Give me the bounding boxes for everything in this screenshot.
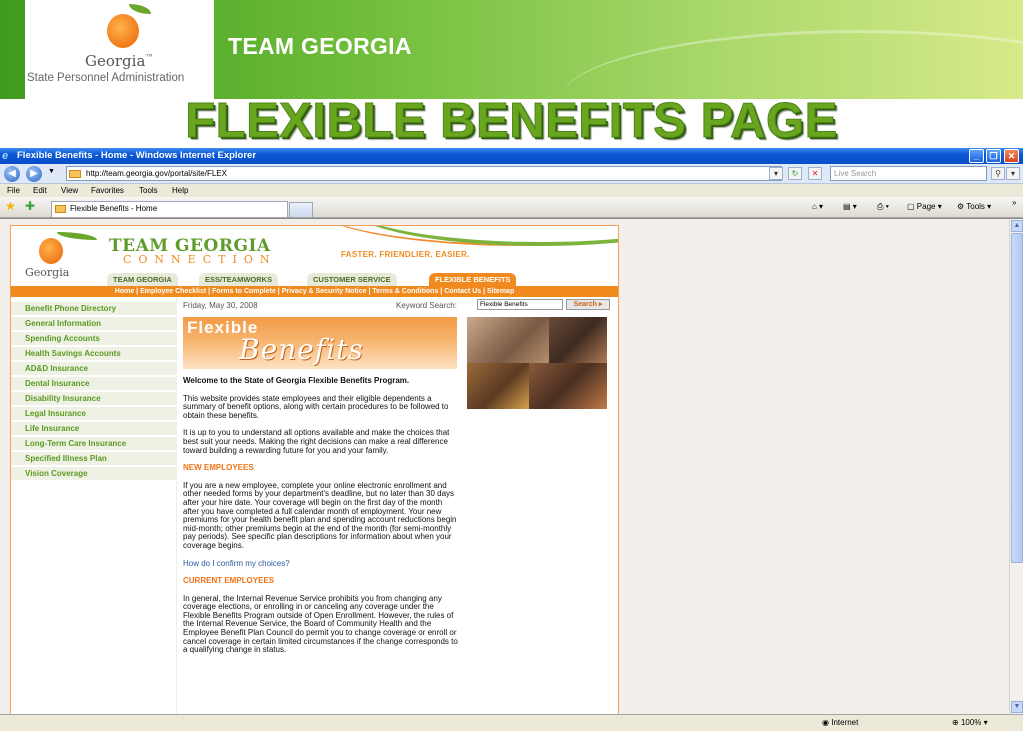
refresh-button[interactable]: ↻: [788, 167, 802, 180]
menu-edit[interactable]: Edit: [33, 186, 47, 195]
search-options-button[interactable]: ▾: [1006, 167, 1020, 180]
menu-help[interactable]: Help: [172, 186, 189, 195]
search-button-label: Search: [573, 301, 597, 308]
site-tagline: FASTER. FRIENDLIER. EASIER.: [341, 250, 470, 259]
nav-life-insurance[interactable]: Life Insurance: [11, 422, 177, 436]
web-page: [10, 225, 619, 715]
forward-button[interactable]: ▶: [26, 166, 42, 182]
more-commands-icon[interactable]: »: [1012, 198, 1017, 207]
history-dropdown-icon[interactable]: ▼: [48, 168, 55, 175]
tab-bar: [0, 197, 1023, 218]
new-employees-paragraph: If you are a new employee, complete your online electronic enrollment and other needed forms by your department's deadline, but no later than 30 days after your hire date. Your coverage will begin on the first day of the month after you have completed a full calendar month of employment. Your new premiums for your health benefit plan and spending account reductions begin mid-month; other premiums begin at the end of the month (for semi-monthly pay periods). See specific plan descriptions for information about when your coverage begins.: [183, 480, 457, 550]
globe-icon: ◉: [822, 718, 829, 727]
scroll-thumb[interactable]: [1011, 233, 1023, 563]
url-field[interactable]: [66, 166, 782, 181]
site-header: [11, 226, 618, 286]
nav-general-information[interactable]: General Information: [11, 317, 177, 331]
slide-team-title: TEAM GEORGIA: [228, 33, 412, 59]
site-peach-icon: [39, 238, 63, 264]
photo-family: [529, 363, 607, 409]
slide-banner: [0, 0, 1023, 99]
feeds-icon[interactable]: ▤ ▾: [843, 202, 857, 211]
add-favorite-icon[interactable]: ✚: [25, 199, 36, 213]
nav-add-insurance[interactable]: AD&D Insurance: [11, 362, 177, 376]
print-icon[interactable]: ⎙ ▾: [877, 202, 889, 211]
site-georgia-logo: Georgia: [25, 266, 70, 279]
window-titlebar: [0, 148, 1023, 164]
site-leaf-icon: [57, 232, 97, 240]
close-button[interactable]: ✕: [1004, 149, 1019, 163]
favorites-star-icon[interactable]: ★: [5, 199, 16, 213]
live-search-input[interactable]: [830, 166, 987, 181]
url-dropdown-button[interactable]: ▾: [769, 167, 783, 180]
family-photo-collage: [467, 317, 607, 409]
menu-bar: [0, 184, 1023, 197]
tab-favicon-icon: [55, 205, 66, 213]
tools-menu-label: Tools: [966, 202, 985, 211]
site-tab-ess[interactable]: ESS/TEAMWORKS: [199, 273, 278, 286]
ie-icon: e: [2, 150, 9, 162]
current-employees-heading: CURRENT EMPLOYEES: [183, 576, 275, 586]
tab-flexible-benefits[interactable]: [51, 201, 288, 217]
menu-view[interactable]: View: [61, 186, 79, 195]
nav-spending-accounts[interactable]: Spending Accounts: [11, 332, 177, 346]
welcome-heading: Welcome to the State of Georgia Flexible Benefits Program.: [183, 376, 410, 385]
current-date: Friday, May 30, 2008: [183, 301, 258, 310]
current-employees-paragraph: In general, the Internal Revenue Service prohibits you from changing any coverage elections, or enrolling in or canceling any coverage under the Flexible Benefits Program outside of Open Enrollment. However, the rules of the Internal Revenue Service, the Board of Community Health and the Employee Benefit Plan Council do permit you to change coverage or enroll or cancel coverage in certain limited circumstances if the change corresponds to a qualifying change in status.: [183, 593, 458, 655]
search-icon[interactable]: ⚲: [991, 167, 1005, 180]
restore-button[interactable]: ❐: [986, 149, 1001, 163]
peach-icon: [107, 14, 139, 48]
tools-menu[interactable]: ⚙ Tools ▾: [957, 202, 992, 211]
zoom-icon: ⊕: [952, 718, 959, 727]
zoom-level: 100%: [960, 718, 982, 727]
menu-tools[interactable]: Tools: [139, 186, 158, 195]
nav-disability-insurance[interactable]: Disability Insurance: [11, 392, 177, 406]
back-button[interactable]: ◀: [4, 166, 20, 182]
page-icon: [69, 170, 81, 178]
nav-legal-insurance[interactable]: Legal Insurance: [11, 407, 177, 421]
georgia-logo: [25, 0, 214, 99]
zoom-control[interactable]: ⊕ 100% ▾: [952, 718, 988, 727]
minimize-button[interactable]: _: [969, 149, 984, 163]
logo-subtitle: State Personnel Administration: [27, 72, 185, 84]
browser-window: [0, 148, 1023, 731]
address-bar: [0, 164, 1023, 184]
page-viewport: [0, 218, 1023, 714]
nav-benefit-phone-directory[interactable]: Benefit Phone Directory: [11, 302, 177, 316]
keyword-search-label: Keyword Search:: [396, 301, 457, 310]
nav-health-savings-accounts[interactable]: Health Savings Accounts: [11, 347, 177, 361]
side-navigation: [11, 297, 177, 715]
nav-long-term-care-insurance[interactable]: Long-Term Care Insurance: [11, 437, 177, 451]
nav-specified-illness-plan[interactable]: Specified Illness Plan: [11, 452, 177, 466]
tab-label: Flexible Benefits - Home: [70, 204, 158, 213]
photo-woman: [467, 363, 529, 409]
site-tab-customer-service[interactable]: CUSTOMER SERVICE: [307, 273, 397, 286]
stop-button[interactable]: ✕: [808, 167, 822, 180]
slide-main-title: FLEXIBLE BENEFITS PAGE: [185, 94, 838, 148]
article-body: [183, 377, 460, 664]
scroll-down-icon[interactable]: ▼: [1011, 701, 1023, 713]
status-bar: [0, 714, 1023, 731]
photo-couple: [467, 317, 549, 363]
search-button[interactable]: Search ▸: [566, 299, 610, 310]
intro-paragraph: This website provides state employees and their eligible dependents a summary of benefit options, along with certain procedures to be followed to obtain these benefits.: [183, 393, 449, 420]
banner-line-2: Benefits: [239, 333, 364, 366]
choices-paragraph: It is up to you to understand all options available and make the choices that best suit your needs. Making the right decisions can make a real difference toward building a rewarding future for you and your family.: [183, 428, 450, 455]
vertical-scrollbar[interactable]: [1009, 219, 1023, 715]
site-tab-team-georgia[interactable]: TEAM GEORGIA: [107, 273, 178, 286]
window-title: Flexible Benefits - Home - Windows Internet Explorer: [17, 150, 257, 161]
menu-favorites[interactable]: Favorites: [91, 186, 124, 195]
site-team-title: TEAM GEORGIA: [109, 236, 271, 256]
page-menu-label: Page: [916, 202, 936, 211]
site-tab-flexible-benefits[interactable]: FLEXIBLE BENEFITS: [429, 273, 516, 286]
logo-wordmark: Georgia™: [85, 52, 154, 70]
nav-vision-coverage[interactable]: Vision Coverage: [11, 467, 177, 481]
confirm-choices-link[interactable]: How do I confirm my choices?: [183, 558, 290, 568]
new-employees-heading: NEW EMPLOYEES: [183, 463, 254, 473]
site-connection-title: CONNECTION: [123, 253, 277, 266]
security-zone: [822, 718, 858, 727]
leaf-icon: [129, 4, 151, 14]
home-icon[interactable]: ⌂ ▾: [812, 202, 824, 211]
scroll-up-icon[interactable]: ▲: [1011, 220, 1023, 232]
site-utility-links[interactable]: Home | Employee Checklist | Forms to Complete | Privacy & Security Notice | Terms & Conditions | Contact Us | Sitemap: [11, 286, 618, 297]
main-content: [181, 297, 618, 715]
banner-line-1: Flexible: [187, 318, 259, 337]
menu-file[interactable]: File: [7, 186, 20, 195]
keyword-search-input[interactable]: Flexible Benefits: [477, 299, 563, 310]
nav-dental-insurance[interactable]: Dental Insurance: [11, 377, 177, 391]
live-search-placeholder: Live Search: [834, 169, 877, 178]
url-text: http://team.georgia.gov/portal/site/FLEX: [86, 169, 227, 178]
page-menu[interactable]: ▢ Page ▾: [907, 202, 942, 211]
new-tab-button[interactable]: [289, 202, 313, 217]
flexible-benefits-banner: [183, 317, 457, 369]
photo-child: [549, 317, 607, 363]
security-zone-label: Internet: [831, 718, 859, 727]
